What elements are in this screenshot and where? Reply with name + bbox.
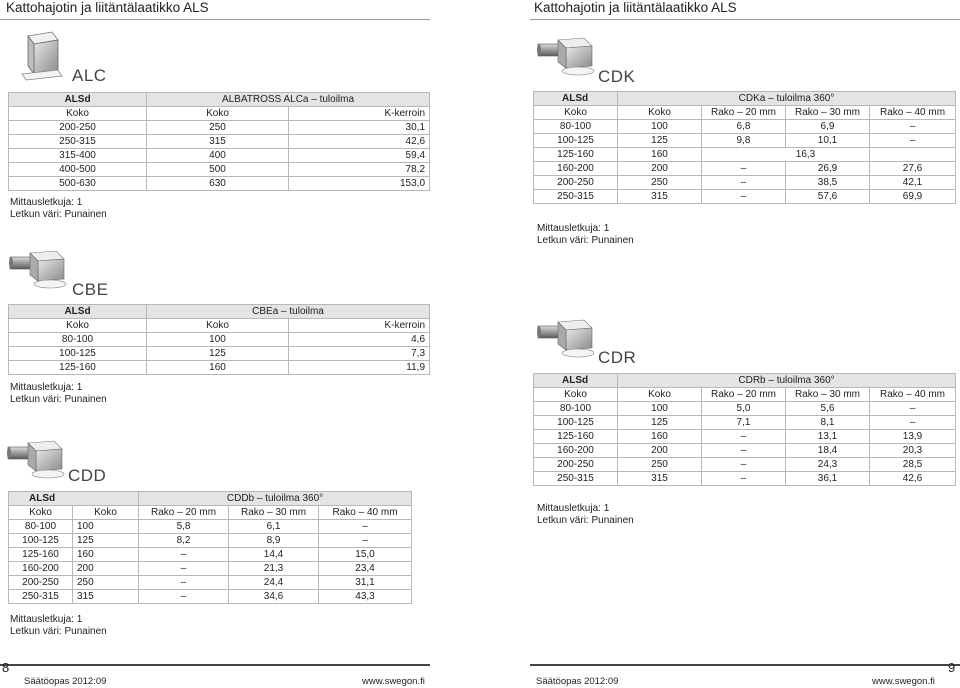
- cell: 16,3: [702, 148, 870, 162]
- cell: 43,3: [319, 590, 412, 604]
- alc-sub-0: Koko: [9, 107, 147, 121]
- cell: –: [702, 430, 786, 444]
- alc-col-product: ALBATROSS ALCa – tuloilma: [147, 93, 430, 107]
- cell: 250-315: [9, 590, 73, 604]
- right-page-number: 9: [948, 660, 956, 675]
- cell: 10,1: [786, 134, 870, 148]
- cdk-table: [533, 91, 956, 204]
- cell: 315: [618, 472, 702, 486]
- cell: 400: [147, 149, 289, 163]
- cell: –: [319, 520, 412, 534]
- cell: 200-250: [9, 121, 147, 135]
- cell: 6,1: [229, 520, 319, 534]
- cdr-sub-1: Koko: [618, 388, 702, 402]
- table-row: [9, 576, 412, 590]
- cell: –: [139, 562, 229, 576]
- cdk-sub-4: Rako – 40 mm: [870, 106, 956, 120]
- cell: 7,3: [289, 347, 430, 361]
- cell: 125: [618, 134, 702, 148]
- cell: 250: [618, 458, 702, 472]
- cbe-col-product: CBEa – tuloilma: [147, 305, 430, 319]
- cbe-product-image: [8, 247, 70, 293]
- table-row: [9, 534, 412, 548]
- cell: 160: [618, 430, 702, 444]
- cdd-product-name: CDD: [68, 466, 107, 485]
- cell: 30,1: [289, 121, 430, 135]
- cell: 38,5: [786, 176, 870, 190]
- cell: 42,6: [870, 472, 956, 486]
- cell: 200: [618, 162, 702, 176]
- cell: –: [139, 590, 229, 604]
- table-row: [534, 444, 956, 458]
- cdd-note-hoses: Mittausletkuja: 1: [10, 614, 83, 625]
- cell: 125-160: [534, 148, 618, 162]
- cell: 100-125: [9, 534, 73, 548]
- cell: 200: [618, 444, 702, 458]
- cdr-product-name: CDR: [598, 348, 637, 367]
- cdd-product-image: [6, 437, 68, 483]
- cell: 59,4: [289, 149, 430, 163]
- cell: 20,3: [870, 444, 956, 458]
- alc-notes: [10, 197, 107, 221]
- cdd-table: [8, 491, 412, 604]
- cell: 125: [147, 347, 289, 361]
- cell: 160-200: [534, 444, 618, 458]
- table-row: [9, 149, 430, 163]
- cell: –: [702, 458, 786, 472]
- table-row: [534, 472, 956, 486]
- cell: 200: [73, 562, 139, 576]
- cell: 5,6: [786, 402, 870, 416]
- cell: 100: [618, 402, 702, 416]
- alc-col-alsd: ALSd: [9, 93, 147, 107]
- left-page-title: Kattohajotin ja liitäntälaatikko ALS: [6, 0, 209, 15]
- cbe-col-alsd: ALSd: [9, 305, 147, 319]
- cell: 13,9: [870, 430, 956, 444]
- table-row: [534, 190, 956, 204]
- alc-table: [8, 92, 430, 191]
- cdr-sub-2: Rako – 20 mm: [702, 388, 786, 402]
- table-row: [9, 590, 412, 604]
- cell: 27,6: [870, 162, 956, 176]
- cell: 34,6: [229, 590, 319, 604]
- cell: 18,4: [786, 444, 870, 458]
- alc-product-name: ALC: [72, 66, 107, 85]
- cdk-col-alsd: ALSd: [534, 92, 618, 106]
- cdd-sub-0: Koko: [9, 506, 73, 520]
- cdk-col-product: CDKa – tuloilma 360°: [618, 92, 956, 106]
- cell: 250-315: [534, 190, 618, 204]
- table-row: [534, 458, 956, 472]
- table-row: [9, 361, 430, 375]
- table-row: [9, 562, 412, 576]
- cell: 250: [147, 121, 289, 135]
- cell: –: [702, 162, 786, 176]
- table-row: [534, 162, 956, 176]
- cell: 80-100: [534, 120, 618, 134]
- cell: 9,8: [702, 134, 786, 148]
- cell: 6,8: [702, 120, 786, 134]
- cell: 125: [618, 416, 702, 430]
- table-row: [9, 177, 430, 191]
- cbe-sub-2: K-kerroin: [289, 319, 430, 333]
- cdk-sub-2: Rako – 20 mm: [702, 106, 786, 120]
- cell: 160-200: [9, 562, 73, 576]
- cdr-sub-3: Rako – 30 mm: [786, 388, 870, 402]
- table-row: [9, 135, 430, 149]
- cell: 8,9: [229, 534, 319, 548]
- cell: 5,8: [139, 520, 229, 534]
- cdr-table: [533, 373, 956, 486]
- cdr-col-product: CDRb – tuloilma 360°: [618, 374, 956, 388]
- table-row: [534, 416, 956, 430]
- header-divider-left: [0, 19, 430, 20]
- cdr-sub-0: Koko: [534, 388, 618, 402]
- table-row: [9, 333, 430, 347]
- cdk-sub-3: Rako – 30 mm: [786, 106, 870, 120]
- cell: 31,1: [319, 576, 412, 590]
- cell: 78,2: [289, 163, 430, 177]
- cell: 42,6: [289, 135, 430, 149]
- cell: 80-100: [9, 520, 73, 534]
- cdr-notes: [537, 503, 634, 527]
- table-row: [534, 120, 956, 134]
- cell: –: [870, 416, 956, 430]
- cdk-sub-0: Koko: [534, 106, 618, 120]
- cell: 100: [618, 120, 702, 134]
- cell: 315: [618, 190, 702, 204]
- left-page-number: 8: [2, 660, 10, 675]
- cell: 153,0: [289, 177, 430, 191]
- cell: 160: [73, 548, 139, 562]
- cdd-col-product: CDDb – tuloilma 360°: [139, 492, 412, 506]
- cell: 36,1: [786, 472, 870, 486]
- cell: 6,9: [786, 120, 870, 134]
- alc-sub-2: K-kerroin: [289, 107, 430, 121]
- alc-sub-1: Koko: [147, 107, 289, 121]
- header-divider-right: [530, 19, 960, 20]
- cell: 500: [147, 163, 289, 177]
- right-page-title: Kattohajotin ja liitäntälaatikko ALS: [534, 0, 737, 15]
- cdk-product-name: CDK: [598, 67, 636, 86]
- right-website-link[interactable]: www.swegon.fi: [872, 676, 935, 687]
- cdd-note-color: Letkun väri: Punainen: [10, 626, 107, 637]
- cell: 200-250: [9, 576, 73, 590]
- cdd-col-alsd: ALSd: [9, 492, 139, 506]
- table-row: [534, 430, 956, 444]
- cell: 26,9: [786, 162, 870, 176]
- cbe-product-name: CBE: [72, 280, 109, 299]
- cbe-note-hoses: Mittausletkuja: 1: [10, 382, 83, 393]
- cell: 80-100: [534, 402, 618, 416]
- cell: 630: [147, 177, 289, 191]
- cell: 42,1: [870, 176, 956, 190]
- cell: 7,1: [702, 416, 786, 430]
- table-row: [9, 347, 430, 361]
- cdd-sub-4: Rako – 40 mm: [319, 506, 412, 520]
- footer-divider-right: [530, 664, 960, 666]
- cell: 14,4: [229, 548, 319, 562]
- cell: –: [702, 190, 786, 204]
- table-row: [9, 121, 430, 135]
- footer-divider-left: [0, 664, 430, 666]
- cell: 69,9: [870, 190, 956, 204]
- table-row: [534, 148, 956, 162]
- cell: 125-160: [9, 361, 147, 375]
- table-row: [534, 134, 956, 148]
- cell: 160: [147, 361, 289, 375]
- table-row: [9, 163, 430, 177]
- cell: 100-125: [534, 134, 618, 148]
- cell: –: [870, 134, 956, 148]
- cbe-sub-1: Koko: [147, 319, 289, 333]
- cell: –: [870, 120, 956, 134]
- cell: 400-500: [9, 163, 147, 177]
- cdr-col-alsd: ALSd: [534, 374, 618, 388]
- left-publication: Säätöopas 2012:09: [24, 676, 107, 687]
- cell: –: [319, 534, 412, 548]
- cell: 200-250: [534, 458, 618, 472]
- cell: 250-315: [9, 135, 147, 149]
- cell: 315: [147, 135, 289, 149]
- cell: 100-125: [9, 347, 147, 361]
- cell: –: [702, 176, 786, 190]
- cell: 100-125: [534, 416, 618, 430]
- cdr-note-color: Letkun väri: Punainen: [537, 515, 634, 526]
- cell: [870, 148, 956, 162]
- cell: 80-100: [9, 333, 147, 347]
- cell: –: [870, 402, 956, 416]
- cell: 11,9: [289, 361, 430, 375]
- cell: 57,6: [786, 190, 870, 204]
- cdd-sub-3: Rako – 30 mm: [229, 506, 319, 520]
- right-publication: Säätöopas 2012:09: [536, 676, 619, 687]
- cell: 160-200: [534, 162, 618, 176]
- cell: 250-315: [534, 472, 618, 486]
- cell: 13,1: [786, 430, 870, 444]
- cell: 315-400: [9, 149, 147, 163]
- cell: 125-160: [9, 548, 73, 562]
- cdr-sub-4: Rako – 40 mm: [870, 388, 956, 402]
- cbe-notes: [10, 382, 107, 406]
- cell: 100: [147, 333, 289, 347]
- cell: 5,0: [702, 402, 786, 416]
- alc-note-color: Letkun väri: Punainen: [10, 209, 107, 220]
- cdk-sub-1: Koko: [618, 106, 702, 120]
- cell: 315: [73, 590, 139, 604]
- cdk-note-color: Letkun väri: Punainen: [537, 235, 634, 246]
- table-row: [9, 520, 412, 534]
- table-row: [534, 176, 956, 190]
- cbe-sub-0: Koko: [9, 319, 147, 333]
- cell: 24,4: [229, 576, 319, 590]
- table-row: [534, 402, 956, 416]
- cell: 15,0: [319, 548, 412, 562]
- cell: –: [139, 548, 229, 562]
- cell: 125-160: [534, 430, 618, 444]
- cdr-product-image: [536, 316, 598, 362]
- cell: 250: [73, 576, 139, 590]
- cell: 28,5: [870, 458, 956, 472]
- cdd-sub-2: Rako – 20 mm: [139, 506, 229, 520]
- cbe-note-color: Letkun väri: Punainen: [10, 394, 107, 405]
- cell: 21,3: [229, 562, 319, 576]
- cdd-notes: [10, 614, 107, 638]
- cell: 100: [73, 520, 139, 534]
- cell: –: [702, 444, 786, 458]
- cbe-table: [8, 304, 430, 375]
- cell: –: [702, 472, 786, 486]
- cell: 4,6: [289, 333, 430, 347]
- table-row: [9, 548, 412, 562]
- cell: 125: [73, 534, 139, 548]
- cell: 24,3: [786, 458, 870, 472]
- cell: 8,2: [139, 534, 229, 548]
- cdk-note-hoses: Mittausletkuja: 1: [537, 223, 610, 234]
- cdd-sub-1: Koko: [73, 506, 139, 520]
- alc-note-hoses: Mittausletkuja: 1: [10, 197, 83, 208]
- cdk-product-image: [536, 34, 598, 80]
- cell: –: [139, 576, 229, 590]
- left-website-link[interactable]: www.swegon.fi: [362, 676, 425, 687]
- cell: 250: [618, 176, 702, 190]
- alc-product-image: [18, 30, 64, 86]
- cell: 160: [618, 148, 702, 162]
- cdk-notes: [537, 223, 634, 247]
- cell: 500-630: [9, 177, 147, 191]
- cell: 23,4: [319, 562, 412, 576]
- cell: 200-250: [534, 176, 618, 190]
- cdr-note-hoses: Mittausletkuja: 1: [537, 503, 610, 514]
- cell: 8,1: [786, 416, 870, 430]
